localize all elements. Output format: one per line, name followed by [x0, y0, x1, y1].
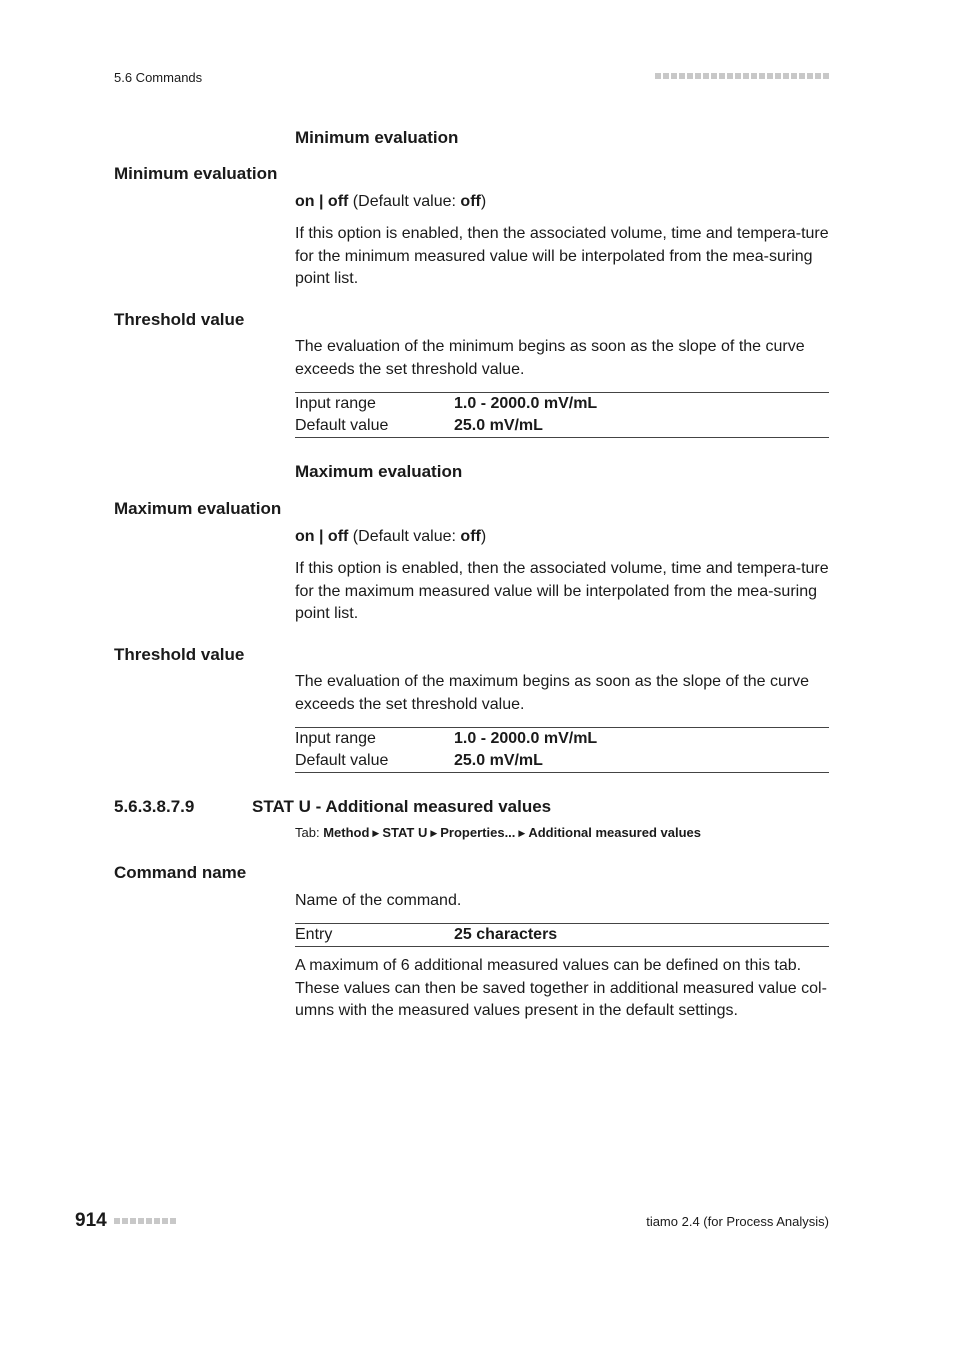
running-header-section: 5.6 Commands: [114, 70, 203, 85]
table-key: Input range: [295, 730, 376, 747]
triangle-right-icon: ▶: [430, 828, 438, 838]
section-title: STAT U - Additional measured values: [252, 797, 552, 816]
table-row: [295, 750, 829, 772]
tab-path: Tab: Method ▶ STAT U ▶ Properties... ▶ Additional measured values: [295, 825, 701, 840]
max-eval-options: on | off (Default value: off): [295, 528, 487, 545]
section-closing-paragraph: A maximum of 6 additional measured values can be defined on this tab. These values can then be saved together in additional measured value col-umns with the measured values present in the default settings.: [295, 957, 827, 1019]
section-number: 5.6.3.8.7.9: [114, 797, 195, 816]
min-threshold-table: [295, 392, 829, 438]
table-key: Default value: [295, 752, 389, 769]
min-eval-param-label: Minimum evaluation: [114, 164, 278, 183]
command-name-table: [295, 923, 829, 947]
min-threshold-description: The evaluation of the minimum begins as soon as the slope of the curve exceeds the set threshold value.: [295, 338, 805, 378]
max-eval-heading: Maximum evaluation: [295, 462, 463, 481]
max-eval-param-label: Maximum evaluation: [114, 499, 282, 518]
table-value: 1.0 - 2000.0 mV/mL: [454, 730, 598, 747]
table-row: [295, 924, 829, 946]
table-row: [295, 393, 829, 415]
table-value: 25.0 mV/mL: [454, 417, 543, 434]
command-name-description: Name of the command.: [295, 892, 462, 909]
triangle-right-icon: ▶: [372, 828, 380, 838]
triangle-right-icon: ▶: [518, 828, 526, 838]
command-name-label: Command name: [114, 863, 247, 882]
table-row: [295, 415, 829, 437]
min-eval-options: on | off (Default value: off): [295, 193, 487, 210]
footer-product: tiamo 2.4 (for Process Analysis): [646, 1214, 829, 1229]
max-eval-description: If this option is enabled, then the associated volume, time and tempera-ture for the maximum measured value will be interpolated from the mea-suring point list.: [295, 560, 829, 622]
footer-decoration: [114, 1218, 176, 1224]
table-value: 25 characters: [454, 926, 558, 943]
max-threshold-table: [295, 727, 829, 773]
table-value: 25.0 mV/mL: [454, 752, 543, 769]
table-key: Entry: [295, 926, 333, 943]
table-value: 1.0 - 2000.0 mV/mL: [454, 395, 598, 412]
table-key: Input range: [295, 395, 376, 412]
header-decoration: [655, 73, 829, 79]
min-eval-heading: Minimum evaluation: [295, 128, 459, 147]
table-key: Default value: [295, 417, 389, 434]
table-row: [295, 728, 829, 750]
max-threshold-description: The evaluation of the maximum begins as soon as the slope of the curve exceeds the set threshold value.: [295, 673, 810, 713]
max-threshold-label: Threshold value: [114, 645, 245, 664]
page-number: 914: [75, 1210, 107, 1231]
min-eval-description: If this option is enabled, then the associated volume, time and tempera-ture for the minimum measured value will be interpolated from the mea-suring point list.: [295, 225, 829, 287]
min-threshold-label: Threshold value: [114, 310, 245, 329]
